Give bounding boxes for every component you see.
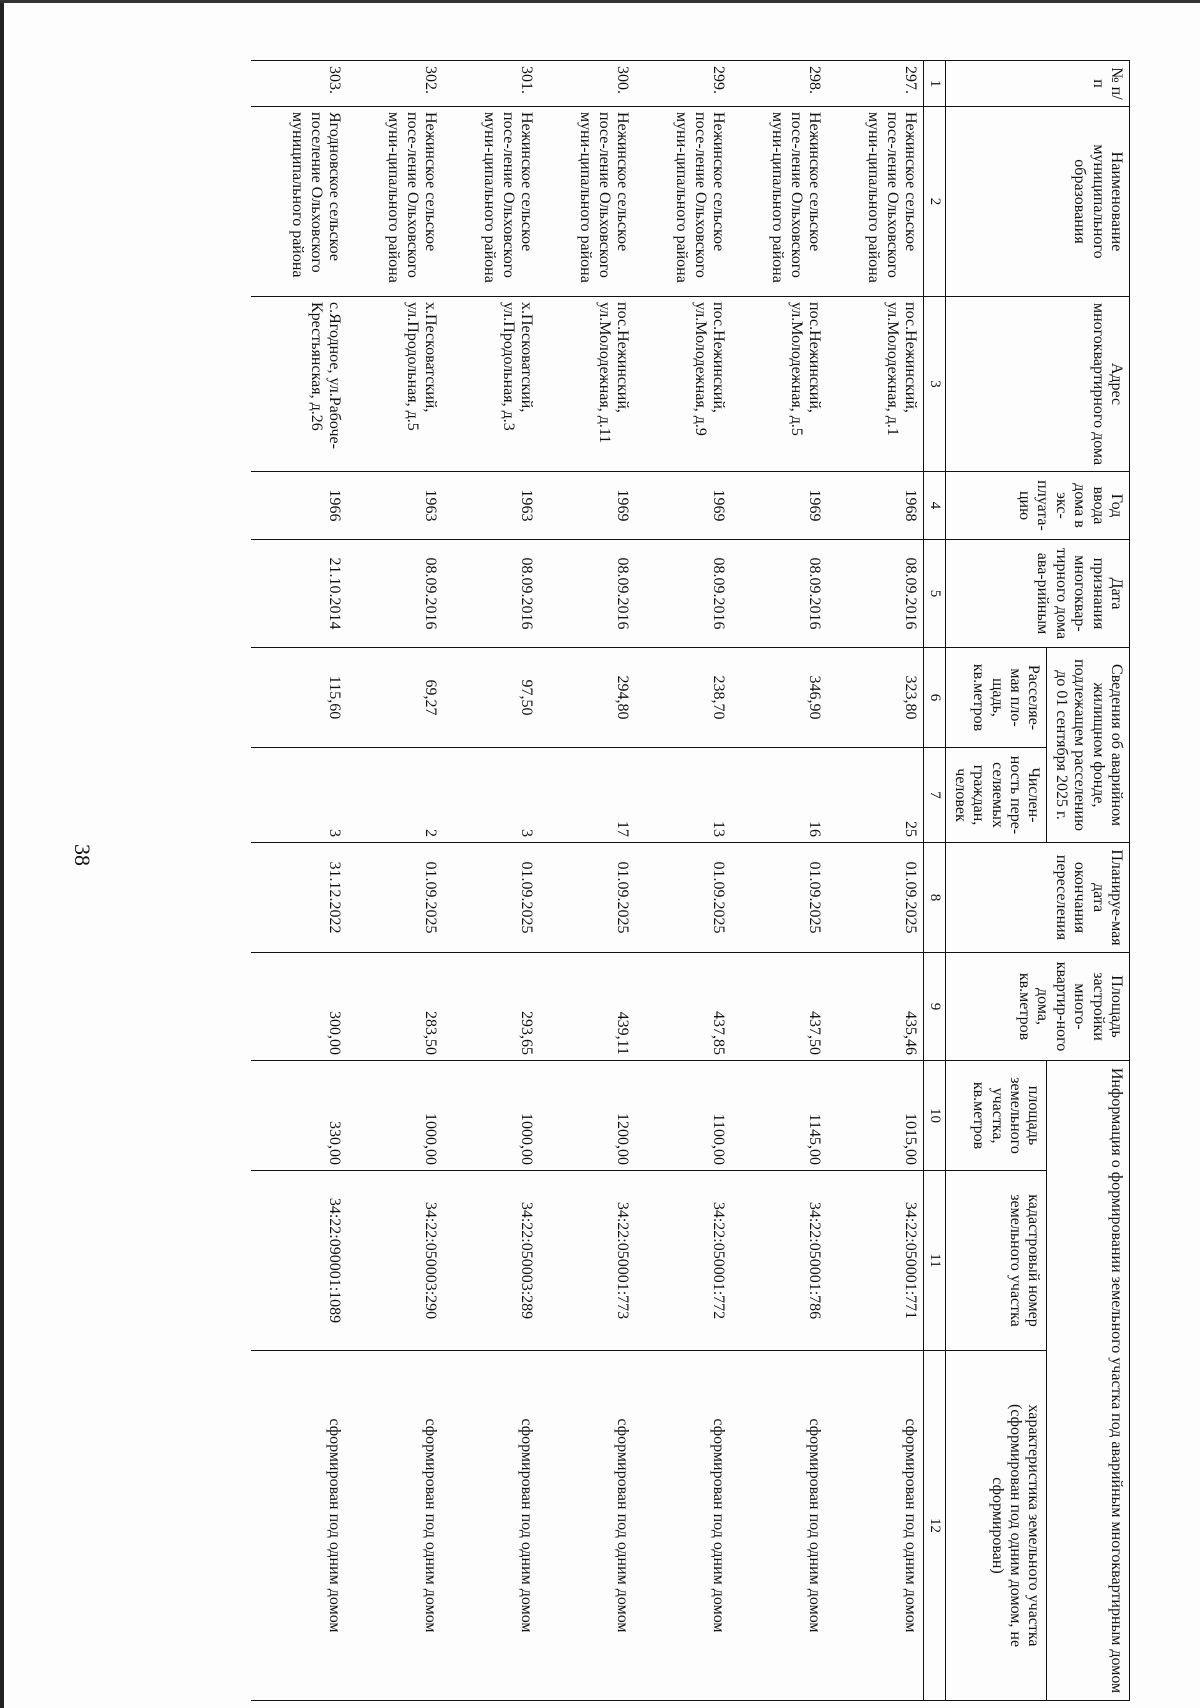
header-group-fund: Сведения об аварийном жилищном фонде, подлежащем расселению до 01 сентября 2025 г. (1047, 648, 1130, 843)
table-row (251, 61, 347, 1701)
municipality: Нежинское сельское посе-ление Ольховского муни-ципального района (731, 107, 827, 297)
header-row-1 (1047, 61, 1130, 1701)
header-num: № п/п (946, 61, 1130, 107)
column-number: 5 (924, 540, 946, 648)
table-row (443, 61, 539, 1701)
municipality: Ягодновское сельское поселение Ольховского муниципального района (251, 107, 347, 297)
address: пос.Нежинский, ул.Молодежная, д.1 (827, 297, 924, 472)
municipality: Нежинское сельское посе-ление Ольховского муни-ципального района (635, 107, 731, 297)
year-built: 1963 (443, 472, 539, 540)
land-area: 1000,00 (347, 1061, 443, 1171)
cadastral-number: 34:22:090001:1089 (251, 1171, 347, 1351)
header-year: Год ввода дома в экс-плуата-цию (946, 472, 1130, 540)
people-count: 16 (731, 748, 827, 843)
build-area: 437,85 (635, 953, 731, 1061)
row-number: 302. (347, 61, 443, 107)
header-people: Числен-ность пере-селяемых граждан, человек (946, 748, 1047, 843)
municipality: Нежинское сельское посе-ление Ольховского муни-ципального района (827, 107, 924, 297)
cadastral-number: 34:22:050003:290 (347, 1171, 443, 1351)
declared-date: 08.09.2016 (635, 540, 731, 648)
land-area: 1000,00 (443, 1061, 539, 1171)
people-count: 25 (827, 748, 924, 843)
address: пос.Нежинский, ул.Молодежная, д.5 (731, 297, 827, 472)
rotated-page (150, 60, 1130, 1700)
header-date: Дата признания многоквар-тирного дома ава-рийным (946, 540, 1130, 648)
resettle-area: 238,70 (635, 648, 731, 748)
address: пос.Нежинский, ул.Молодежная, д.11 (539, 297, 635, 472)
row-number: 303. (251, 61, 347, 107)
table-row (731, 61, 827, 1701)
end-date: 01.09.2025 (635, 843, 731, 953)
column-number: 4 (924, 472, 946, 540)
land-characteristic: сформирован под одним домом (827, 1351, 924, 1701)
build-area: 300,00 (251, 953, 347, 1061)
year-built: 1969 (731, 472, 827, 540)
declared-date: 08.09.2016 (347, 540, 443, 648)
municipality: Нежинское сельское посе-ление Ольховского муни-ципального района (347, 107, 443, 297)
end-date: 01.09.2025 (827, 843, 924, 953)
year-built: 1969 (539, 472, 635, 540)
table-row (635, 61, 731, 1701)
resettle-area: 115,60 (251, 648, 347, 748)
cadastral-number: 34:22:050001:786 (731, 1171, 827, 1351)
row-number: 297. (827, 61, 924, 107)
end-date: 31.12.2022 (251, 843, 347, 953)
column-number: 7 (924, 748, 946, 843)
table-row (539, 61, 635, 1701)
end-date: 01.09.2025 (731, 843, 827, 953)
row-number: 299. (635, 61, 731, 107)
people-count: 3 (443, 748, 539, 843)
land-characteristic: сформирован под одним домом (443, 1351, 539, 1701)
table-row (347, 61, 443, 1701)
declared-date: 08.09.2016 (443, 540, 539, 648)
year-built: 1968 (827, 472, 924, 540)
resettle-area: 69,27 (347, 648, 443, 748)
land-characteristic: сформирован под одним домом (539, 1351, 635, 1701)
header-characteristic: характеристика земельного участка (сформирован под одним домом, не сформирован) (946, 1351, 1047, 1701)
resettle-area: 294,80 (539, 648, 635, 748)
housing-table (251, 60, 1130, 1701)
land-characteristic: сформирован под одним домом (251, 1351, 347, 1701)
land-area: 1100,00 (635, 1061, 731, 1171)
column-number: 10 (924, 1061, 946, 1171)
header-build-area: Площадь застройки много-квартир-ного дома, кв.метров (946, 953, 1130, 1061)
resettle-area: 346,90 (731, 648, 827, 748)
header-end-date: Планируе-мая дата окончания переселения (946, 843, 1130, 953)
column-number: 1 (924, 61, 946, 107)
end-date: 01.09.2025 (347, 843, 443, 953)
build-area: 435,46 (827, 953, 924, 1061)
column-number: 2 (924, 107, 946, 297)
land-characteristic: сформирован под одним домом (347, 1351, 443, 1701)
table-body (251, 61, 924, 1701)
build-area: 437,50 (731, 953, 827, 1061)
header-address: Адрес многоквартирного дома (946, 297, 1130, 472)
header-mo: Наименование муниципального образования (946, 107, 1130, 297)
column-number: 11 (924, 1171, 946, 1351)
build-area: 293,65 (443, 953, 539, 1061)
declared-date: 08.09.2016 (827, 540, 924, 648)
people-count: 17 (539, 748, 635, 843)
header-area: Расселяе-мая пло-щадь, кв.метров (946, 648, 1047, 748)
municipality: Нежинское сельское посе-ление Ольховского муни-ципального района (539, 107, 635, 297)
row-number: 298. (731, 61, 827, 107)
year-built: 1969 (635, 472, 731, 540)
year-built: 1966 (251, 472, 347, 540)
scan-top-edge (0, 0, 1200, 3)
header-group-land: Информация о формировании земельного участка под аварийным многоквартирным домом (1047, 1061, 1130, 1701)
cadastral-number: 34:22:050001:772 (635, 1171, 731, 1351)
column-number-row (924, 61, 946, 1701)
land-area: 1200,00 (539, 1061, 635, 1171)
people-count: 3 (251, 748, 347, 843)
address: пос.Нежинский, ул.Молодежная, д.9 (635, 297, 731, 472)
column-number: 3 (924, 297, 946, 472)
year-built: 1963 (347, 472, 443, 540)
build-area: 283,50 (347, 953, 443, 1061)
end-date: 01.09.2025 (443, 843, 539, 953)
page-number: 38 (70, 844, 95, 866)
cadastral-number: 34:22:050003:289 (443, 1171, 539, 1351)
address: с.Ягодное, ул.Рабоче-Крестьянская, д.26 (251, 297, 347, 472)
declared-date: 08.09.2016 (731, 540, 827, 648)
municipality: Нежинское сельское посе-ление Ольховского муни-ципального района (443, 107, 539, 297)
address: х.Песковатский, ул.Продольная, д.3 (443, 297, 539, 472)
cadastral-number: 34:22:050001:771 (827, 1171, 924, 1351)
column-number: 9 (924, 953, 946, 1061)
declared-date: 21.10.2014 (251, 540, 347, 648)
address: х.Песковатский, ул.Продольная, д.5 (347, 297, 443, 472)
land-characteristic: сформирован под одним домом (635, 1351, 731, 1701)
row-number: 301. (443, 61, 539, 107)
scan-edge (0, 0, 4, 1708)
row-number: 300. (539, 61, 635, 107)
build-area: 439,11 (539, 953, 635, 1061)
header-cadastral: кадастровый номер земельного участка (946, 1171, 1047, 1351)
land-characteristic: сформирован под одним домом (731, 1351, 827, 1701)
header-land-area: площадь земельного участка, кв.метров (946, 1061, 1047, 1171)
column-number: 6 (924, 648, 946, 748)
land-area: 330,00 (251, 1061, 347, 1171)
people-count: 13 (635, 748, 731, 843)
declared-date: 08.09.2016 (539, 540, 635, 648)
land-area: 1015,00 (827, 1061, 924, 1171)
end-date: 01.09.2025 (539, 843, 635, 953)
column-number: 12 (924, 1351, 946, 1701)
table-row (827, 61, 924, 1701)
resettle-area: 323,80 (827, 648, 924, 748)
people-count: 2 (347, 748, 443, 843)
cadastral-number: 34:22:050001:773 (539, 1171, 635, 1351)
column-number: 8 (924, 843, 946, 953)
land-area: 1145,00 (731, 1061, 827, 1171)
resettle-area: 97,50 (443, 648, 539, 748)
